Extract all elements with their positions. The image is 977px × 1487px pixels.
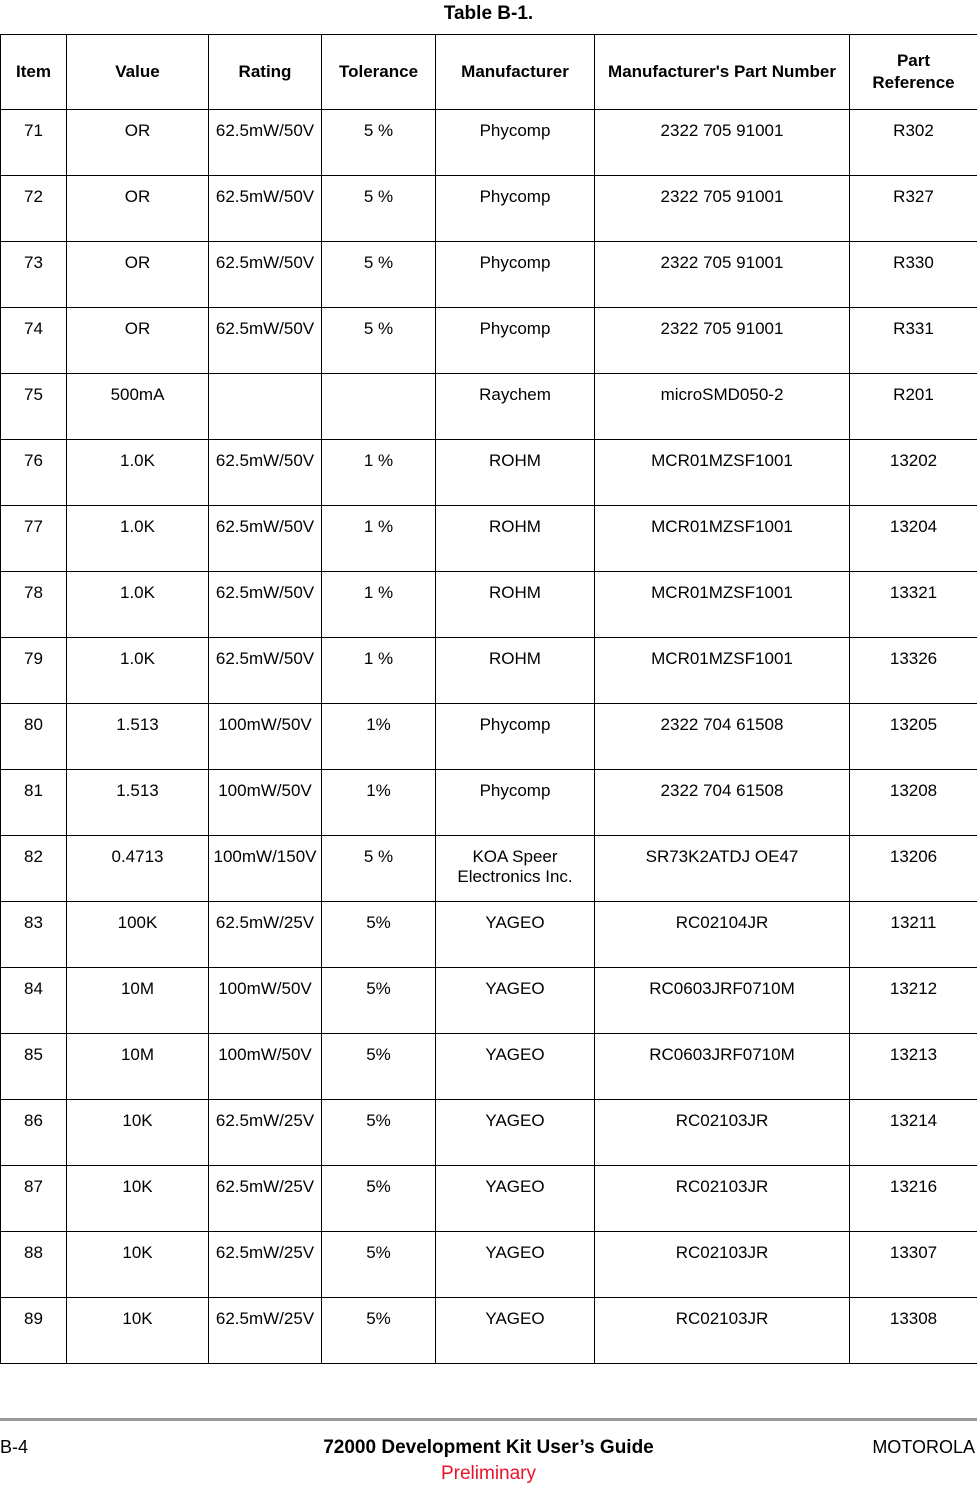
table-row <box>1 308 977 374</box>
cell-item: 82 <box>1 836 67 902</box>
cell-tolerance: 5% <box>322 1298 436 1364</box>
cell-part-reference: 13206 <box>850 836 977 902</box>
table-row <box>1 440 977 506</box>
cell-part-number: RC0603JRF0710M <box>595 1034 850 1100</box>
cell-value: 10K <box>67 1232 209 1298</box>
cell-value: 1.0K <box>67 572 209 638</box>
cell-rating: 100mW/50V <box>209 704 322 770</box>
cell-manufacturer: Phycomp <box>436 308 595 374</box>
cell-manufacturer: ROHM <box>436 572 595 638</box>
cell-manufacturer: Phycomp <box>436 110 595 176</box>
cell-manufacturer: YAGEO <box>436 1166 595 1232</box>
cell-item: 83 <box>1 902 67 968</box>
cell-manufacturer: Phycomp <box>436 770 595 836</box>
cell-item: 74 <box>1 308 67 374</box>
cell-tolerance: 5% <box>322 902 436 968</box>
cell-rating: 62.5mW/50V <box>209 308 322 374</box>
cell-value: 10K <box>67 1298 209 1364</box>
cell-value: 10M <box>67 1034 209 1100</box>
cell-item: 71 <box>1 110 67 176</box>
cell-item: 80 <box>1 704 67 770</box>
cell-item: 76 <box>1 440 67 506</box>
cell-tolerance: 1 % <box>322 572 436 638</box>
cell-value: OR <box>67 308 209 374</box>
cell-value: 10K <box>67 1166 209 1232</box>
footer-company: MOTOROLA <box>872 1437 975 1457</box>
cell-item: 89 <box>1 1298 67 1364</box>
cell-part-number: 2322 704 61508 <box>595 704 850 770</box>
table-row <box>1 1166 977 1232</box>
column-header-part-reference: Part Reference <box>850 35 977 110</box>
table-row <box>1 1298 977 1364</box>
column-header-part-number: Manufacturer's Part Number <box>595 35 850 110</box>
cell-tolerance: 5 % <box>322 836 436 902</box>
cell-part-reference: R330 <box>850 242 977 308</box>
table-row <box>1 374 977 440</box>
cell-manufacturer: ROHM <box>436 506 595 572</box>
cell-part-reference: 13214 <box>850 1100 977 1166</box>
cell-value: 1.0K <box>67 506 209 572</box>
cell-part-reference: 13213 <box>850 1034 977 1100</box>
column-header-value: Value <box>67 35 209 110</box>
cell-item: 87 <box>1 1166 67 1232</box>
cell-item: 86 <box>1 1100 67 1166</box>
cell-manufacturer: YAGEO <box>436 968 595 1034</box>
cell-rating: 62.5mW/50V <box>209 638 322 704</box>
cell-tolerance: 1 % <box>322 440 436 506</box>
footer-divider <box>0 1418 977 1421</box>
table-row <box>1 242 977 308</box>
cell-part-number: 2322 705 91001 <box>595 242 850 308</box>
cell-part-reference: 13202 <box>850 440 977 506</box>
cell-part-reference: 13205 <box>850 704 977 770</box>
cell-rating: 100mW/50V <box>209 968 322 1034</box>
cell-part-number: 2322 705 91001 <box>595 308 850 374</box>
cell-value: 1.513 <box>67 704 209 770</box>
cell-rating: 62.5mW/50V <box>209 506 322 572</box>
column-header-manufacturer: Manufacturer <box>436 35 595 110</box>
cell-manufacturer: YAGEO <box>436 902 595 968</box>
cell-value: OR <box>67 176 209 242</box>
cell-value: 1.0K <box>67 638 209 704</box>
cell-tolerance: 5% <box>322 1166 436 1232</box>
cell-tolerance: 5% <box>322 968 436 1034</box>
cell-item: 88 <box>1 1232 67 1298</box>
cell-part-number: RC02103JR <box>595 1298 850 1364</box>
cell-value: OR <box>67 110 209 176</box>
table-row <box>1 902 977 968</box>
cell-rating: 62.5mW/50V <box>209 440 322 506</box>
column-header-rating: Rating <box>209 35 322 110</box>
table-row <box>1 1100 977 1166</box>
table-row <box>1 770 977 836</box>
cell-rating: 100mW/150V <box>209 836 322 902</box>
cell-value: 100K <box>67 902 209 968</box>
cell-part-number: 2322 705 91001 <box>595 110 850 176</box>
cell-tolerance: 1 % <box>322 506 436 572</box>
cell-part-reference: 13208 <box>850 770 977 836</box>
cell-part-number: 2322 704 61508 <box>595 770 850 836</box>
cell-manufacturer: YAGEO <box>436 1100 595 1166</box>
footer-page-number: B-4 <box>0 1437 29 1457</box>
cell-item: 78 <box>1 572 67 638</box>
cell-part-reference: 13216 <box>850 1166 977 1232</box>
cell-value: 10M <box>67 968 209 1034</box>
cell-value: 1.513 <box>67 770 209 836</box>
cell-manufacturer: YAGEO <box>436 1232 595 1298</box>
cell-part-number: microSMD050-2 <box>595 374 850 440</box>
cell-part-number: 2322 705 91001 <box>595 176 850 242</box>
cell-tolerance: 5 % <box>322 176 436 242</box>
cell-part-number: MCR01MZSF1001 <box>595 506 850 572</box>
cell-part-number: MCR01MZSF1001 <box>595 440 850 506</box>
column-header-item: Item <box>1 35 67 110</box>
cell-part-number: RC02103JR <box>595 1166 850 1232</box>
cell-rating: 62.5mW/25V <box>209 1166 322 1232</box>
table-row <box>1 836 977 902</box>
cell-part-reference: 13321 <box>850 572 977 638</box>
cell-rating: 100mW/50V <box>209 770 322 836</box>
table-row <box>1 704 977 770</box>
cell-part-reference: R327 <box>850 176 977 242</box>
cell-part-reference: R302 <box>850 110 977 176</box>
cell-tolerance: 1 % <box>322 638 436 704</box>
cell-part-number: MCR01MZSF1001 <box>595 638 850 704</box>
table-row <box>1 110 977 176</box>
cell-tolerance: 5 % <box>322 308 436 374</box>
cell-part-number: MCR01MZSF1001 <box>595 572 850 638</box>
parts-table <box>0 34 977 1364</box>
cell-item: 81 <box>1 770 67 836</box>
cell-part-reference: 13308 <box>850 1298 977 1364</box>
cell-value: OR <box>67 242 209 308</box>
cell-tolerance: 1% <box>322 704 436 770</box>
table-row <box>1 572 977 638</box>
cell-rating: 62.5mW/25V <box>209 1100 322 1166</box>
cell-manufacturer: ROHM <box>436 638 595 704</box>
cell-rating: 62.5mW/50V <box>209 110 322 176</box>
cell-rating: 62.5mW/50V <box>209 572 322 638</box>
footer-preliminary-label: Preliminary <box>440 1463 537 1484</box>
cell-part-reference: 13326 <box>850 638 977 704</box>
cell-item: 72 <box>1 176 67 242</box>
cell-tolerance: 1% <box>322 770 436 836</box>
table-row <box>1 1034 977 1100</box>
cell-rating: 62.5mW/25V <box>209 1298 322 1364</box>
cell-tolerance: 5% <box>322 1232 436 1298</box>
cell-item: 73 <box>1 242 67 308</box>
table-row <box>1 1232 977 1298</box>
cell-value: 10K <box>67 1100 209 1166</box>
cell-part-number: RC02103JR <box>595 1232 850 1298</box>
cell-item: 77 <box>1 506 67 572</box>
cell-rating: 62.5mW/50V <box>209 242 322 308</box>
cell-manufacturer: Phycomp <box>436 704 595 770</box>
cell-tolerance: 5% <box>322 1034 436 1100</box>
cell-rating <box>209 374 322 440</box>
cell-rating: 62.5mW/50V <box>209 176 322 242</box>
cell-item: 79 <box>1 638 67 704</box>
cell-rating: 100mW/50V <box>209 1034 322 1100</box>
cell-value: 1.0K <box>67 440 209 506</box>
cell-tolerance: 5% <box>322 1100 436 1166</box>
cell-manufacturer: YAGEO <box>436 1034 595 1100</box>
cell-tolerance: 5 % <box>322 110 436 176</box>
cell-part-reference: R201 <box>850 374 977 440</box>
cell-item: 75 <box>1 374 67 440</box>
table-body <box>1 110 977 1364</box>
cell-item: 84 <box>1 968 67 1034</box>
cell-part-reference: R331 <box>850 308 977 374</box>
cell-manufacturer: ROHM <box>436 440 595 506</box>
table-row <box>1 638 977 704</box>
cell-manufacturer: Phycomp <box>436 242 595 308</box>
table-row <box>1 176 977 242</box>
cell-rating: 62.5mW/25V <box>209 902 322 968</box>
cell-value: 500mA <box>67 374 209 440</box>
cell-manufacturer: YAGEO <box>436 1298 595 1364</box>
cell-item: 85 <box>1 1034 67 1100</box>
table-title: Table B-1. <box>443 3 534 24</box>
cell-value: 0.4713 <box>67 836 209 902</box>
table-row <box>1 968 977 1034</box>
column-header-tolerance: Tolerance <box>322 35 436 110</box>
cell-tolerance: 5 % <box>322 242 436 308</box>
cell-manufacturer: KOA Speer Electronics Inc. <box>436 836 595 902</box>
cell-part-reference: 13212 <box>850 968 977 1034</box>
footer-document-title: 72000 Development Kit User’s Guide <box>323 1437 654 1458</box>
cell-part-number: SR73K2ATDJ OE47 <box>595 836 850 902</box>
cell-part-number: RC02104JR <box>595 902 850 968</box>
cell-part-reference: 13204 <box>850 506 977 572</box>
cell-rating: 62.5mW/25V <box>209 1232 322 1298</box>
table-row <box>1 506 977 572</box>
cell-tolerance <box>322 374 436 440</box>
cell-manufacturer: Raychem <box>436 374 595 440</box>
cell-part-number: RC02103JR <box>595 1100 850 1166</box>
table-header-row <box>1 35 977 110</box>
cell-part-reference: 13211 <box>850 902 977 968</box>
cell-part-reference: 13307 <box>850 1232 977 1298</box>
cell-manufacturer: Phycomp <box>436 176 595 242</box>
cell-part-number: RC0603JRF0710M <box>595 968 850 1034</box>
